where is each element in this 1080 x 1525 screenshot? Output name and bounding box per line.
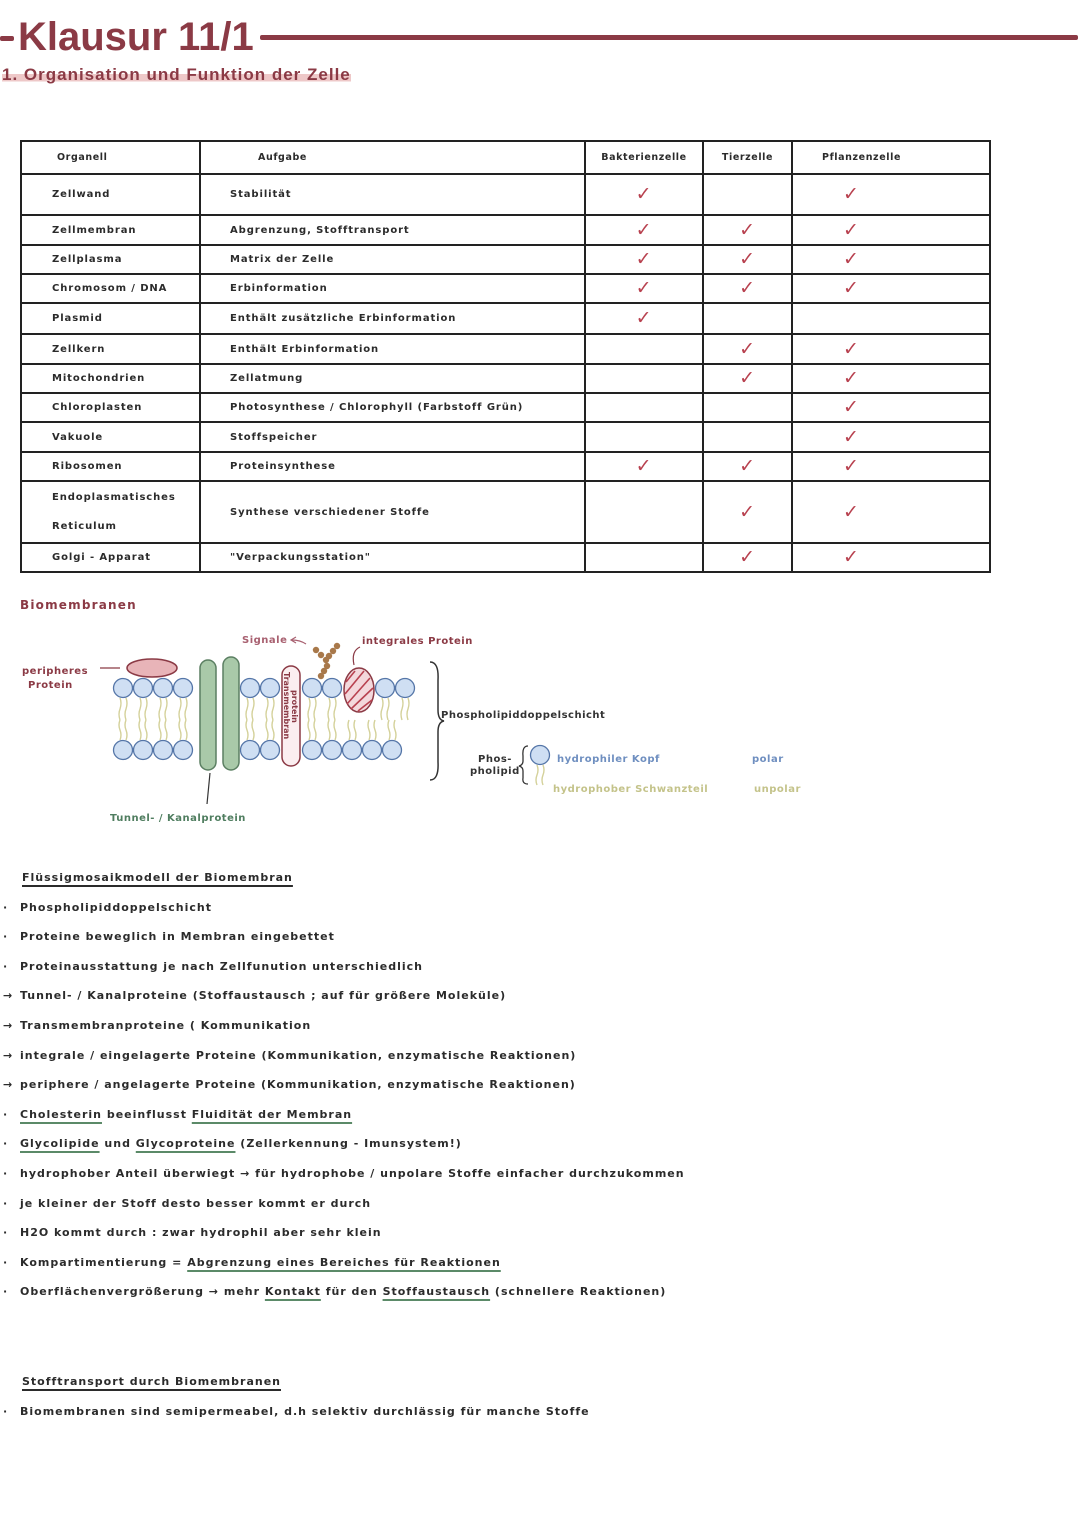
bakterienzelle-cell — [585, 393, 703, 422]
phospholipid-tail — [334, 698, 336, 720]
note-line — [0, 1129, 1000, 1159]
aufgabe-cell: Enthält zusätzliche Erbinformation — [200, 303, 585, 334]
organell-cell: Endoplasmatisches Reticulum — [21, 481, 200, 543]
bakterienzelle-cell — [585, 481, 703, 543]
section-heading-text: 1. Organisation und Funktion der Zelle — [2, 65, 351, 84]
note-line — [0, 1159, 1000, 1189]
check-icon: ✓ — [843, 337, 860, 360]
note-text: Oberflächenvergrößerung → mehr — [20, 1285, 265, 1299]
phospholipid-label: Phos- — [478, 754, 512, 765]
section-heading — [2, 62, 351, 88]
check-icon: ✓ — [843, 277, 860, 299]
note-text: Tunnel- / Kanalproteine (Stoffaustausch ; auf für größere Moleküle) — [20, 989, 507, 1003]
header-bakterienzelle: Bakterienzelle — [585, 141, 703, 174]
note-text: für den — [320, 1285, 383, 1299]
organell-cell: Chloroplasten — [21, 393, 200, 422]
phospholipid-tail — [308, 720, 310, 740]
tierzelle-cell — [703, 452, 792, 481]
organell-cell: Zellplasma — [21, 245, 200, 274]
bilayer-label: Phospholipiddoppelschicht — [441, 710, 606, 721]
table-header-row — [21, 141, 990, 174]
note-line — [0, 1397, 1000, 1427]
bullet-marker: · — [3, 900, 9, 914]
phospholipid-tail — [272, 720, 274, 740]
note-text: Biomembranen sind semipermeabel, d.h selektiv durchlässig für manche Stoffe — [20, 1404, 590, 1418]
note-text: Transmembranproteine ( Kommunikation — [20, 1018, 312, 1032]
phospholipid-head — [134, 679, 153, 698]
phospholipid-tail — [139, 698, 141, 720]
aufgabe-cell: Erbinformation — [200, 274, 585, 303]
table-row — [21, 334, 990, 364]
note-line — [0, 1218, 1000, 1248]
note-text: Proteine beweglich in Membran eingebettet — [20, 930, 335, 944]
arrow-marker: → — [3, 989, 14, 1003]
check-icon: ✓ — [843, 455, 860, 477]
phospholipid-head — [303, 741, 322, 760]
notes-section-fluid-mosaic — [0, 863, 1000, 1307]
phospholipid-head — [323, 679, 342, 698]
check-icon: ✓ — [843, 183, 860, 205]
phospholipid-tail — [314, 720, 316, 740]
transmembrane-label: Transmembran — [282, 672, 291, 740]
phospholipid-head — [154, 741, 173, 760]
phospholipid-head — [396, 679, 415, 698]
phospholipid-tail — [387, 698, 389, 720]
check-icon: ✓ — [739, 218, 756, 241]
phospholipid-tail — [145, 698, 147, 720]
note-text: integrale / eingelagerte Proteine (Kommunikation, enzymatische Reaktionen) — [20, 1048, 577, 1062]
bakterienzelle-cell — [585, 303, 703, 334]
tail-label: hydrophober Schwanzteil — [553, 784, 709, 795]
bullet-marker: · — [3, 1137, 9, 1151]
signal-label: Signale — [242, 635, 288, 646]
organell-cell: Zellwand — [21, 174, 200, 215]
tierzelle-cell — [703, 543, 792, 572]
notes-heading-text: Flüssigmosaikmodell der Biomembran — [22, 871, 293, 884]
check-icon: ✓ — [739, 277, 756, 299]
tierzelle-cell — [703, 215, 792, 245]
bullet-marker: · — [3, 1226, 9, 1240]
note-text: Kompartimentierung = — [20, 1255, 188, 1269]
phospholipid-tail — [165, 698, 167, 720]
legend-head — [531, 746, 550, 765]
phospholipid-head — [114, 679, 133, 698]
aufgabe-cell: Proteinsynthese — [200, 452, 585, 481]
aufgabe-cell: Zellatmung — [200, 364, 585, 393]
phospholipid-tail — [125, 698, 127, 720]
phospholipid-tail — [252, 698, 254, 720]
notes-heading — [0, 1367, 1000, 1397]
phospholipid-tail — [328, 698, 330, 720]
phospholipid-head — [261, 679, 280, 698]
aufgabe-cell: Abgrenzung, Stofftransport — [200, 215, 585, 245]
pflanzenzelle-cell — [792, 174, 990, 215]
pflanzenzelle-cell — [792, 393, 990, 422]
channel-protein — [200, 660, 216, 770]
transmembrane-label: protein — [290, 690, 299, 723]
bakterienzelle-cell — [585, 543, 703, 572]
phospholipid-tail — [185, 720, 187, 740]
phospholipid-tail — [246, 720, 248, 740]
table-row — [21, 174, 990, 215]
check-icon: ✓ — [843, 248, 860, 270]
note-text: Proteinausstattung je nach Zellfunution unterschiedlich — [20, 959, 423, 973]
notes-section-transport — [0, 1367, 1000, 1426]
note-line — [0, 981, 1000, 1011]
note-text: beeinflusst — [101, 1107, 192, 1121]
peripheral-protein — [127, 659, 177, 677]
note-line — [0, 1100, 1000, 1130]
arrow-marker: → — [3, 1018, 14, 1032]
organell-cell: Vakuole — [21, 422, 200, 452]
bullet-marker: · — [3, 1196, 9, 1210]
table-row — [21, 215, 990, 245]
check-icon: ✓ — [739, 455, 756, 477]
phospholipid-tail — [125, 720, 127, 740]
pflanzenzelle-cell — [792, 452, 990, 481]
phospholipid-tail — [328, 720, 330, 740]
bullet-marker: · — [3, 1285, 9, 1299]
title-dash — [0, 36, 14, 41]
signal-dot — [318, 652, 324, 658]
check-icon: ✓ — [635, 218, 653, 241]
bakterienzelle-cell — [585, 245, 703, 274]
table-row — [21, 422, 990, 452]
phospholipid-head — [376, 679, 395, 698]
bullet-marker: · — [3, 930, 9, 944]
channel-label: Tunnel- / Kanalprotein — [110, 813, 246, 824]
note-highlight: Fluidität der Membran — [191, 1107, 353, 1121]
head-label: hydrophiler Kopf — [557, 754, 660, 765]
pflanzenzelle-cell — [792, 481, 990, 543]
phospholipid-tail — [266, 720, 268, 740]
table-body — [21, 174, 990, 572]
note-highlight: Stoffaustausch — [382, 1285, 491, 1299]
phospholipid-tail — [139, 720, 141, 740]
phospholipid-tail — [119, 698, 121, 720]
phospholipid-tail — [159, 698, 161, 720]
phospholipid-tail — [119, 720, 121, 740]
table-row — [21, 452, 990, 481]
pflanzenzelle-cell — [792, 364, 990, 393]
phospholipid-tail — [407, 698, 409, 720]
phospholipid-tail — [348, 720, 350, 740]
bakterienzelle-cell — [585, 334, 703, 364]
bilayer-bracket — [430, 662, 444, 780]
note-line — [0, 1189, 1000, 1219]
phospholipid-head — [303, 679, 322, 698]
table-row — [21, 245, 990, 274]
check-icon: ✓ — [843, 500, 860, 523]
note-text: periphere / angelagerte Proteine (Kommunikation, enzymatische Reaktionen) — [20, 1078, 576, 1092]
note-text: (schnellere Reaktionen) — [490, 1285, 667, 1299]
note-line — [0, 1248, 1000, 1278]
arrow-marker: → — [3, 1078, 14, 1092]
aufgabe-cell: Enthält Erbinformation — [200, 334, 585, 364]
aufgabe-cell: Matrix der Zelle — [200, 245, 585, 274]
phospholipid-tail — [354, 720, 356, 740]
integral-label: integrales Protein — [362, 636, 473, 647]
phospholipid-tail — [246, 698, 248, 720]
phospholipid-head — [174, 679, 193, 698]
tierzelle-cell — [703, 364, 792, 393]
bakterienzelle-cell — [585, 174, 703, 215]
legend-bracket — [519, 746, 528, 784]
head-property: polar — [752, 754, 784, 765]
bakterienzelle-cell — [585, 452, 703, 481]
phospholipid-head — [114, 741, 133, 760]
phospholipid-tail — [145, 720, 147, 740]
note-line — [0, 922, 1000, 952]
note-line — [0, 1070, 1000, 1100]
phospholipid-label: pholipid — [470, 766, 520, 777]
phospholipid-tail — [159, 720, 161, 740]
notes-heading — [0, 863, 1000, 893]
phospholipid-tail — [334, 720, 336, 740]
phospholipid-head — [241, 741, 260, 760]
signal-dot — [334, 643, 340, 649]
peripheral-label: Protein — [28, 680, 73, 691]
tierzelle-cell — [703, 274, 792, 303]
bakterienzelle-cell — [585, 215, 703, 245]
tierzelle-cell — [703, 481, 792, 543]
organell-cell: Zellkern — [21, 334, 200, 364]
membrane-diagram — [0, 620, 830, 830]
header-aufgabe: Aufgabe — [200, 141, 585, 174]
note-line — [0, 893, 1000, 923]
note-text: H2O kommt durch : zwar hydrophil aber sehr klein — [20, 1226, 382, 1240]
note-line — [0, 1011, 1000, 1041]
check-icon: ✓ — [843, 218, 860, 241]
phospholipid-tail — [368, 720, 370, 740]
table-row — [21, 543, 990, 572]
organell-cell: Golgi - Apparat — [21, 543, 200, 572]
phospholipid-head — [363, 741, 382, 760]
check-icon: ✓ — [739, 248, 756, 270]
check-icon: ✓ — [843, 367, 860, 389]
peripheral-label: peripheres — [22, 666, 89, 677]
aufgabe-cell: Stabilität — [200, 174, 585, 215]
phospholipid-head — [343, 741, 362, 760]
channel-protein — [223, 657, 239, 770]
aufgabe-cell: Photosynthese / Chlorophyll (Farbstoff Grün) — [200, 393, 585, 422]
legend-tail — [542, 765, 544, 785]
organell-cell: Mitochondrien — [21, 364, 200, 393]
organell-cell: Ribosomen — [21, 452, 200, 481]
note-line — [0, 1277, 1000, 1307]
phospholipid-head — [261, 741, 280, 760]
aufgabe-cell: Stoffspeicher — [200, 422, 585, 452]
check-icon: ✓ — [739, 367, 756, 389]
note-line — [0, 952, 1000, 982]
note-highlight: Cholesterin — [20, 1107, 102, 1121]
tail-property: unpolar — [754, 784, 801, 795]
bakterienzelle-cell — [585, 364, 703, 393]
phospholipid-tail — [394, 720, 396, 740]
note-text: je kleiner der Stoff desto besser kommt er durch — [20, 1196, 372, 1210]
note-highlight: Glycoproteine — [135, 1137, 236, 1151]
phospholipid-tail — [179, 698, 181, 720]
phospholipid-tail — [252, 720, 254, 740]
pflanzenzelle-cell — [792, 245, 990, 274]
check-icon: ✓ — [843, 546, 860, 568]
bullet-marker: · — [3, 1255, 9, 1269]
signal-dot — [318, 673, 324, 679]
note-line — [0, 1041, 1000, 1071]
tierzelle-cell — [703, 245, 792, 274]
biomembranen-heading: Biomembranen — [20, 598, 137, 612]
note-highlight: Kontakt — [264, 1285, 321, 1299]
phospholipid-tail — [374, 720, 376, 740]
legend-tail — [536, 765, 538, 785]
check-icon: ✓ — [843, 396, 860, 418]
bullet-marker: · — [3, 1166, 9, 1180]
table-row — [21, 393, 990, 422]
pflanzenzelle-cell — [792, 334, 990, 364]
note-text: (Zellerkennung - Imunsystem!) — [235, 1137, 462, 1151]
phospholipid-tail — [308, 698, 310, 720]
signal-dot — [330, 648, 336, 654]
phospholipid-head — [241, 679, 260, 698]
phospholipid-tail — [381, 698, 383, 720]
check-icon: ✓ — [635, 277, 653, 299]
pflanzenzelle-cell — [792, 215, 990, 245]
table-row — [21, 274, 990, 303]
pflanzenzelle-cell — [792, 422, 990, 452]
check-icon: ✓ — [635, 455, 653, 477]
phospholipid-tail — [388, 720, 390, 740]
note-text: und — [99, 1137, 136, 1151]
phospholipid-tail — [314, 698, 316, 720]
bullet-marker: · — [3, 959, 9, 973]
phospholipid-tail — [185, 698, 187, 720]
phospholipid-head — [154, 679, 173, 698]
check-icon: ✓ — [635, 307, 653, 329]
integral-leader-line — [353, 647, 360, 665]
table-row — [21, 481, 990, 543]
header-pflanzenzelle: Pflanzenzelle — [792, 141, 990, 174]
pflanzenzelle-cell — [792, 303, 990, 334]
bakterienzelle-cell — [585, 274, 703, 303]
organell-cell: Zellmembran — [21, 215, 200, 245]
check-icon: ✓ — [739, 546, 756, 568]
aufgabe-cell: "Verpackungsstation" — [200, 543, 585, 572]
channel-leader-line — [207, 773, 210, 804]
note-highlight: Glycolipide — [20, 1137, 100, 1151]
page-title: Klausur 11/1 — [18, 15, 254, 59]
signal-dot — [323, 657, 329, 663]
tierzelle-cell — [703, 174, 792, 215]
check-icon: ✓ — [739, 337, 756, 360]
phospholipid-head — [174, 741, 193, 760]
phospholipid-tail — [179, 720, 181, 740]
note-text: hydrophober Anteil überwiegt → für hydrophobe / unpolare Stoffe einfacher durchzukommen — [20, 1166, 685, 1180]
phospholipid-tail — [165, 720, 167, 740]
note-text: Phospholipiddoppelschicht — [20, 900, 213, 914]
organell-cell: Plasmid — [21, 303, 200, 334]
note-highlight: Abgrenzung eines Bereiches für Reaktionen — [187, 1255, 501, 1269]
arrow-marker: → — [3, 1048, 14, 1062]
header-tierzelle: Tierzelle — [703, 141, 792, 174]
phospholipid-head — [383, 741, 402, 760]
pflanzenzelle-cell — [792, 274, 990, 303]
header-organell: Organell — [21, 141, 200, 174]
aufgabe-cell: Synthese verschiedener Stoffe — [200, 481, 585, 543]
phospholipid-tail — [272, 698, 274, 720]
bullet-marker: · — [3, 1107, 9, 1121]
tierzelle-cell — [703, 303, 792, 334]
signal-glycan — [313, 643, 340, 679]
phospholipid-head — [323, 741, 342, 760]
notes-heading-text: Stofftransport durch Biomembranen — [22, 1375, 281, 1388]
bakterienzelle-cell — [585, 422, 703, 452]
phospholipid-tail — [401, 698, 403, 720]
bullet-marker: · — [3, 1404, 9, 1418]
table-row — [21, 303, 990, 334]
tierzelle-cell — [703, 334, 792, 364]
pflanzenzelle-cell — [792, 543, 990, 572]
phospholipid-head — [134, 741, 153, 760]
check-icon: ✓ — [635, 183, 653, 205]
organell-cell: Chromosom / DNA — [21, 274, 200, 303]
tierzelle-cell — [703, 393, 792, 422]
signal-dot — [313, 647, 319, 653]
check-icon: ✓ — [843, 425, 860, 448]
organelle-table — [20, 140, 991, 573]
check-icon: ✓ — [739, 500, 756, 523]
table-row — [21, 364, 990, 393]
phospholipid-tail — [266, 698, 268, 720]
tierzelle-cell — [703, 422, 792, 452]
title-rule — [260, 35, 1078, 40]
check-icon: ✓ — [635, 248, 653, 270]
